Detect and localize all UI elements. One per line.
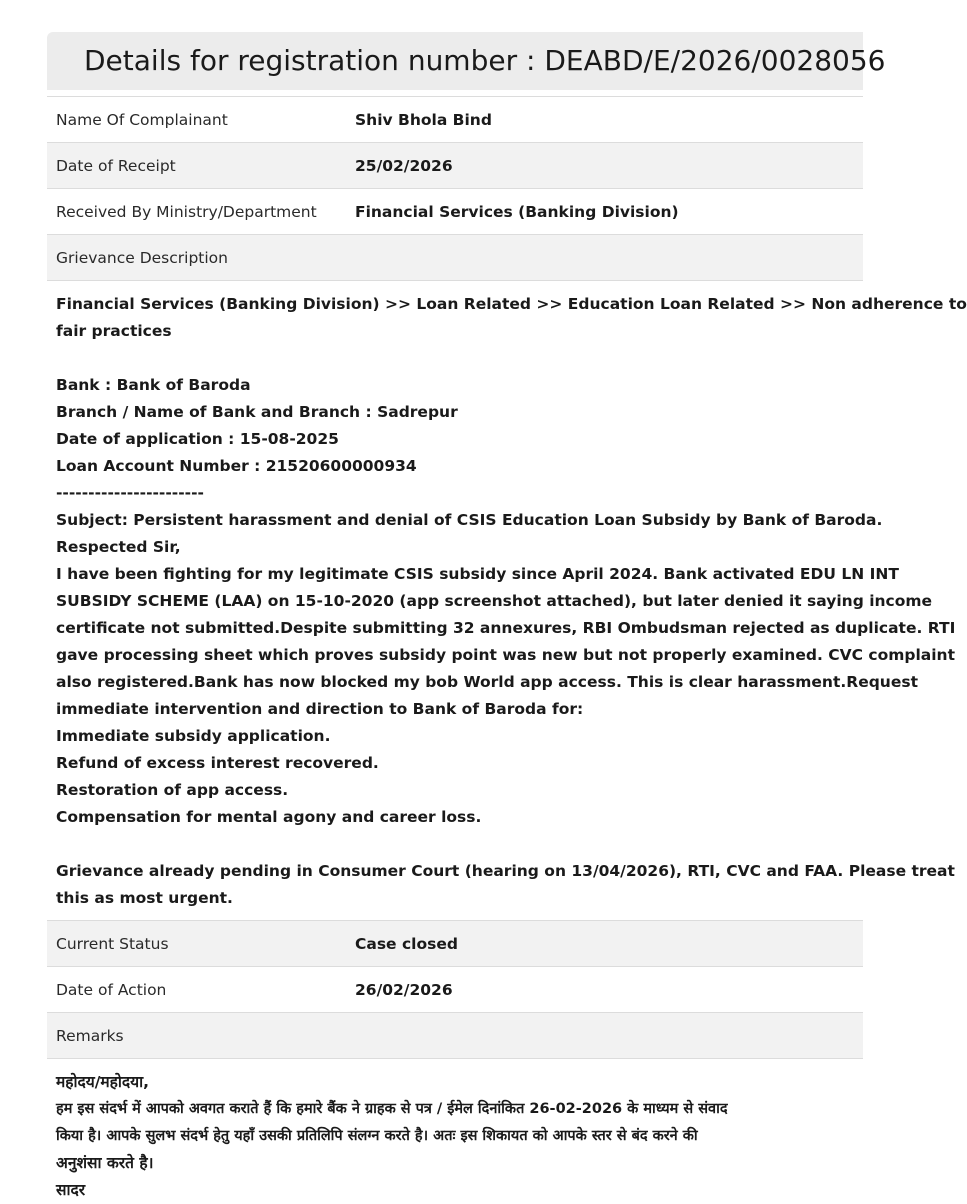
complainant-value: Shiv Bhola Bind [355, 111, 492, 129]
row-date-of-action [47, 966, 863, 1012]
description-line: Branch / Name of Bank and Branch : Sadrepur [56, 403, 458, 421]
description-line: Refund of excess interest recovered. [56, 754, 379, 772]
description-line: Grievance already pending in Consumer Court (hearing on 13/04/2026), RTI, CVC and FAA. Please treat [56, 862, 955, 880]
description-label: Grievance Description [56, 249, 228, 267]
description-line: gave processing sheet which proves subsidy point was new but not properly examined. CVC complaint [56, 646, 955, 664]
description-line: Subject: Persistent harassment and denial of CSIS Education Loan Subsidy by Bank of Baroda. [56, 511, 883, 529]
description-line: Financial Services (Banking Division) >> Loan Related >> Education Loan Related >> Non adherence to [56, 295, 967, 313]
status-value: Case closed [355, 935, 458, 953]
row-date-of-receipt [47, 142, 863, 188]
remarks-line: किया है। आपके सुलभ संदर्भ हेतु यहाँ उसकी प्रतिलिपि संलग्न करते है। अतः इस शिकायत को आपके स्तर से बंद करने की [56, 1128, 698, 1144]
remarks-label: Remarks [56, 1027, 124, 1045]
description-line: SUBSIDY SCHEME (LAA) on 15-10-2020 (app screenshot attached), but later denied it saying income [56, 592, 933, 610]
description-line: I have been fighting for my legitimate CSIS subsidy since April 2024. Bank activated EDU LN INT [56, 565, 899, 583]
description-line: Respected Sir, [56, 538, 181, 556]
divider [47, 1058, 863, 1059]
description-line: immediate intervention and direction to Bank of Baroda for: [56, 700, 584, 718]
description-line: fair practices [56, 322, 172, 340]
row-ministry [47, 188, 863, 234]
description-line: Immediate subsidy application. [56, 727, 331, 745]
blank-line [56, 831, 856, 858]
status-label: Current Status [56, 935, 169, 953]
description-line: Date of application : 15-08-2025 [56, 430, 339, 448]
remarks-line: अनुशंसा करते है। [56, 1154, 154, 1172]
remarks-text [56, 1069, 856, 1204]
row-remarks [47, 1012, 863, 1058]
description-line: also registered.Bank has now blocked my bob World app access. This is clear harassment.Request [56, 673, 918, 691]
description-line: this as most urgent. [56, 889, 233, 907]
row-current-status [47, 920, 863, 966]
remarks-line: हम इस संदर्भ में आपको अवगत कराते हैं कि हमारे बैंक ने ग्राहक से पत्र / ईमेल दिनांकित 26-02-2026 के माध्यम से संवाद [56, 1101, 728, 1117]
description-line: certificate not submitted.Despite submitting 32 annexures, RBI Ombudsman rejected as duplicate. RTI [56, 619, 956, 637]
blank-line [56, 345, 856, 372]
divider [47, 280, 863, 281]
ministry-label: Received By Ministry/Department [56, 203, 317, 221]
grievance-description-text [56, 291, 967, 912]
action-label: Date of Action [56, 981, 167, 999]
description-line: Restoration of app access. [56, 781, 289, 799]
receipt-value: 25/02/2026 [355, 157, 453, 175]
description-line: Loan Account Number : 21520600000934 [56, 457, 417, 475]
action-value: 26/02/2026 [355, 981, 453, 999]
description-line: Compensation for mental agony and career loss. [56, 808, 482, 826]
remarks-line: सादर [56, 1181, 86, 1199]
row-complainant [47, 96, 863, 142]
remarks-line: महोदय/महोदया, [56, 1073, 150, 1091]
receipt-label: Date of Receipt [56, 157, 176, 175]
complainant-label: Name Of Complainant [56, 111, 228, 129]
description-line: ----------------------- [56, 484, 204, 502]
page-title: Details for registration number : DEABD/E/2026/0028056 [47, 32, 863, 90]
row-grievance-description [47, 234, 863, 280]
description-line: Bank : Bank of Baroda [56, 376, 251, 394]
ministry-value: Financial Services (Banking Division) [355, 203, 679, 221]
